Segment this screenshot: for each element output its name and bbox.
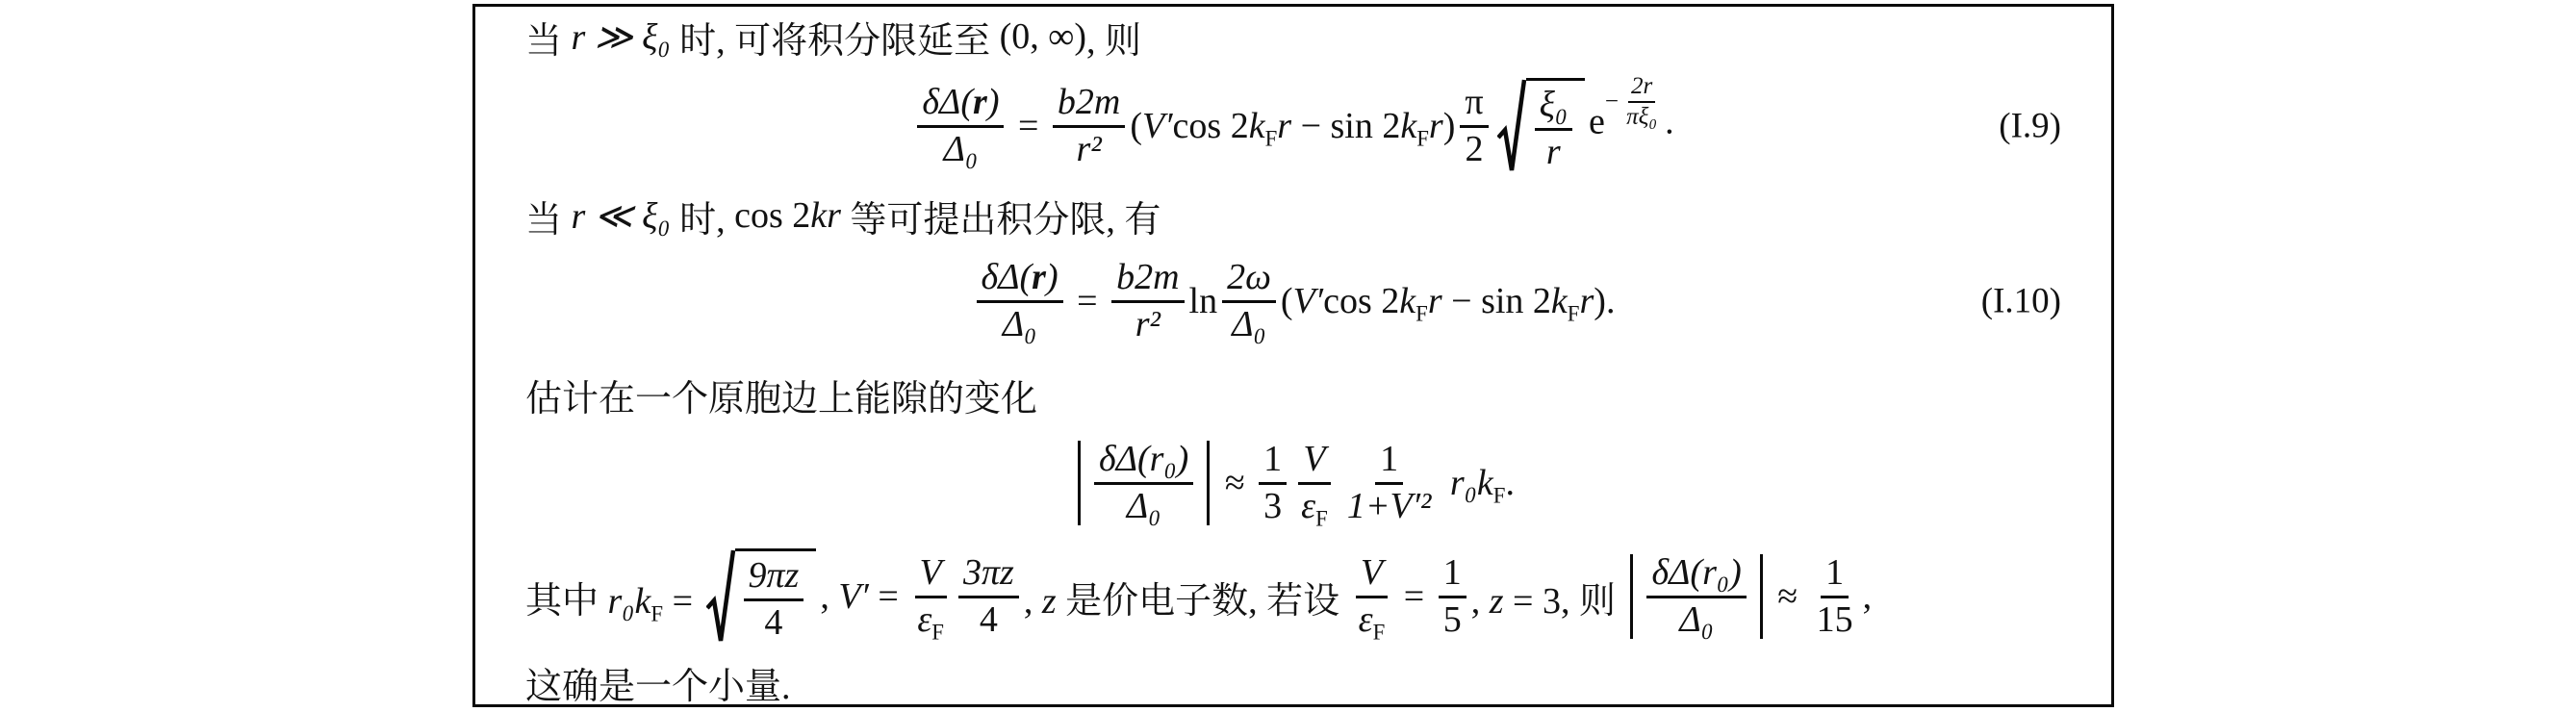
fraction-numerator: 3πz [958,554,1019,598]
math-token: r [1428,106,1443,146]
fraction-numerator: b2m [1053,84,1125,128]
fraction-1-5 [1439,551,1467,640]
fraction-numerator: 2ω [1222,259,1276,303]
fraction-numerator: b2m [1111,259,1184,303]
math-token: ) [986,81,1000,122]
fraction-denominator: r² [1076,128,1102,169]
math-token: cos 2 [1323,281,1400,321]
square-root [706,548,817,645]
math-token: , [1470,580,1490,622]
math-token: z [1489,580,1504,622]
math-token: , [820,576,839,617]
parenthesized-term [1280,280,1616,326]
math-token: ) [1045,256,1058,297]
text-run: 估计在一个原胞边上能隙的变化 [525,378,1038,420]
equation-I9 [475,64,2111,188]
subscript-F: F [1264,126,1278,151]
fraction-b2m-r2 [1053,81,1125,169]
fraction-denominator [1354,598,1390,645]
equals-sign: = [868,576,908,617]
fraction-denominator: r [1545,132,1561,172]
text-run: = 3, 则 [1503,580,1625,622]
fraction-lhs [977,256,1063,344]
math-token: ε [917,598,932,640]
fraction-lhs [1094,438,1193,526]
fraction-numerator: 9πz [744,557,804,601]
fraction-denominator: 4 [979,598,998,640]
fraction-numerator: V [915,554,947,598]
text-run: 其中 [525,580,608,622]
fraction-denominator: 15 [1816,598,1853,640]
ln-operator: ln [1188,281,1218,321]
subscript-F: F [1416,126,1429,151]
fraction-numerator: δΔ(r₀) [1094,441,1193,485]
math-token: z [1041,580,1057,622]
inline-math: r ≫ ξ₀ [571,16,671,58]
fraction-denominator: Δ₀ [1232,303,1266,344]
fraction-lhs [917,81,1004,169]
equals-sign: = [1008,106,1048,146]
math-token: ) [1442,106,1456,146]
subscript-F: F [931,620,944,645]
paragraph-4 [475,547,2111,646]
paragraph-3 [475,372,2111,420]
inline-math [820,575,907,618]
equals-sign: = [1067,281,1108,321]
equation-label-I10: (I.10) [1980,281,2061,321]
fraction-3piz-4 [958,551,1019,640]
parenthesized-term [1130,105,1456,151]
math-token: sin 2 [1481,281,1551,321]
fraction-numerator: π [1460,84,1488,128]
math-token: ( [1130,106,1143,146]
square-root [1497,78,1585,174]
inline-math: r ≪ ξ₀ [571,195,671,237]
fraction-numerator: 1 [1375,441,1403,485]
equals-sign: = [663,580,702,622]
math-token: V′ [1292,281,1324,321]
fraction-numerator: ξ₀ [1535,87,1572,131]
fraction-b2m-r2 [1111,256,1184,344]
equation-I10 [475,251,2111,351]
text-run: 等可提出积分限, 有 [840,199,1161,241]
text-run: 时, 可将积分限延至 [670,20,1000,62]
comma: , [1862,576,1873,617]
radical-sign-icon [706,548,735,645]
fraction-denominator: 5 [1442,598,1462,640]
tail-term [1441,462,1515,508]
fraction-denominator: 1+V′² [1346,485,1432,526]
fraction-numerator: V [1298,441,1330,485]
text-run: 当 [525,20,572,62]
math-token: cos 2 [1172,106,1249,146]
fraction-denominator: Δ₀ [1126,485,1161,526]
subscript-F: F [650,601,664,626]
math-token: δΔ( [981,256,1033,297]
fraction-1-3 [1259,438,1287,526]
subscript-F: F [1372,620,1386,645]
fraction-V-epsF [912,551,949,645]
math-token: r [1277,106,1292,146]
math-token: r [1579,281,1594,321]
fraction-1-15 [1812,551,1858,640]
fraction-denominator: r² [1135,303,1160,344]
math-token: k [1248,106,1265,146]
period: . [1665,101,1674,141]
fraction-denominator: Δ₀ [1002,303,1037,344]
fraction-denominator [1296,485,1333,531]
math-token: k [1550,281,1568,321]
fraction-exponent [1623,74,1660,131]
exponent [1605,74,1665,131]
subscript-F: F [1567,301,1580,326]
inline-math: cos 2 [734,195,811,236]
paragraph-2 [475,193,2111,241]
subscript-F: F [1492,483,1506,508]
fraction-denominator: 2 [1465,128,1484,169]
text-page-frame [472,4,2114,707]
math-token: sin 2 [1330,106,1401,146]
fraction-xi0-r [1535,87,1572,172]
fraction-numerator: 1 [1439,554,1467,598]
fraction-denominator: 4 [764,602,783,643]
fraction-numerator [917,81,1004,128]
fraction-1-1V2 [1342,438,1437,526]
math-token: r [1427,281,1442,321]
subscript-F: F [1315,506,1328,531]
math-token: V′ [1142,106,1173,146]
absolute-value [1630,551,1762,640]
fraction-numerator: 2r [1628,74,1655,103]
math-token: e [1589,101,1605,141]
text-run: 是价电子数, 若设 [1056,580,1349,622]
text-run: 这确是一个小量. [525,666,791,707]
text-run [525,571,702,626]
paragraph-1 [475,14,2111,62]
fraction-denominator: 3 [1263,485,1283,526]
fraction-denominator: πξ₀ [1626,103,1658,130]
math-token: ε [1301,485,1316,526]
fraction-9piz-4 [744,557,804,643]
fraction-lhs [1646,551,1746,640]
equation-label-I9: (I.9) [1999,106,2061,146]
fraction-denominator [912,598,949,645]
math-token-bold-r: r [1032,256,1046,297]
text-run: 时, [670,199,735,241]
math-token: r₀k [1441,463,1493,503]
radicand [1526,78,1585,174]
approx-sign: ≈ [1768,576,1807,617]
fraction-numerator: V [1356,554,1388,598]
inline-math: (0, ∞) [999,16,1086,57]
math-token: k [1399,281,1416,321]
equals-sign: = [1394,576,1434,617]
subscript-F: F [1416,301,1428,326]
math-token: , [1023,580,1042,622]
exponential-term [1589,72,1674,155]
fraction-2omega [1222,256,1276,344]
fraction-numerator [977,256,1063,303]
fraction-numerator: 1 [1821,554,1849,598]
inline-math: r₀k [607,580,651,622]
fraction-numerator: δΔ(r₀) [1646,554,1746,598]
math-token: ( [1280,281,1293,321]
fraction-V-epsF [1354,551,1390,645]
approx-sign: ≈ [1215,463,1255,503]
fraction-V-epsF [1296,438,1333,531]
fraction-numerator: 1 [1259,441,1287,485]
text-run [1024,571,1349,623]
fraction-denominator: Δ₀ [1679,598,1714,640]
math-token: δΔ( [922,81,974,122]
inline-math: kr [810,195,841,236]
math-token: k [1400,106,1417,146]
text-run: , 则 [1086,20,1142,62]
minus-sign: − [1604,88,1620,114]
equation-estimate [475,432,2111,534]
math-token: V′ [838,576,869,617]
fraction-pi-2 [1460,81,1488,169]
absolute-value [1078,438,1210,526]
text-run: 当 [525,199,572,241]
fraction-denominator: Δ₀ [943,128,979,169]
math-token: ε [1358,598,1373,640]
minus-sign: − [1441,281,1482,321]
math-token-bold-r: r [973,81,987,122]
paragraph-5 [475,661,2111,707]
radicand [735,548,817,645]
minus-sign: − [1291,106,1331,146]
math-token: ) [1594,281,1606,321]
text-run [1471,571,1625,623]
period: . [1505,463,1515,503]
period: . [1605,281,1616,321]
radical-sign-icon [1497,78,1526,174]
